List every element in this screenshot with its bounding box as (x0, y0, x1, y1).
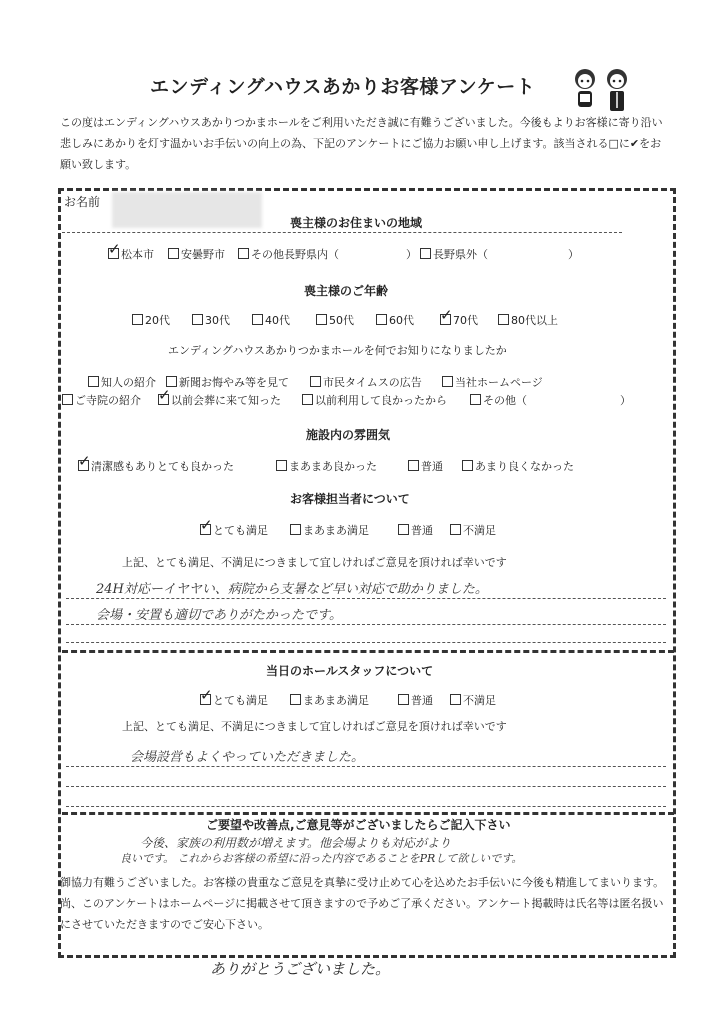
checkbox[interactable] (62, 394, 73, 405)
name-redacted (112, 192, 262, 228)
source-option-friend[interactable]: 知人の紹介 (88, 374, 156, 390)
age-option-60[interactable]: 60代 (376, 312, 414, 328)
hall-staff-option-very-satisfied[interactable]: ✓とても満足 (200, 692, 268, 708)
checkbox[interactable] (276, 460, 287, 471)
staff-option-unsatisfied[interactable]: 不満足 (450, 522, 496, 538)
checkbox[interactable] (290, 524, 301, 535)
atmosphere-option-not-good[interactable]: あまり良くなかった (462, 458, 574, 474)
requests-heading: ご要望や改善点,ご意見等がございましたらご記入下さい (206, 818, 511, 832)
residence-option-matsumoto[interactable]: ✓松本市 (108, 246, 154, 262)
age-option-30[interactable]: 30代 (192, 312, 230, 328)
age-option-40[interactable]: 40代 (252, 312, 290, 328)
hall-staff-option-normal[interactable]: 普通 (398, 692, 433, 708)
hall-staff-comment-rule-2 (66, 786, 666, 787)
checkbox[interactable] (316, 314, 327, 325)
checkbox[interactable] (290, 694, 301, 705)
age-option-50[interactable]: 50代 (316, 312, 354, 328)
staff-option-very-satisfied[interactable]: ✓とても満足 (200, 522, 268, 538)
residence-option-other-nagano[interactable]: その他長野県内（ (238, 246, 339, 262)
checkbox[interactable] (442, 376, 453, 387)
hall-staff-comment-line-1: 会場設営もよくやっていただきました。 (130, 750, 365, 765)
source-option-temple[interactable]: ご寺院の紹介 (62, 392, 141, 408)
atmosphere-option-normal[interactable]: 普通 (408, 458, 443, 474)
checkbox-checked[interactable] (440, 314, 451, 325)
hall-staff-prompt: 上記、とても満足、不満足につきまして宜しければご意見を頂ければ幸いです (122, 720, 507, 733)
checkbox-checked[interactable] (200, 694, 211, 705)
checkbox[interactable] (408, 460, 419, 471)
residence-option-outside[interactable]: 長野県外（ (420, 246, 488, 262)
hall-staff-option-fairly-satisfied[interactable]: まあまあ満足 (290, 692, 369, 708)
checkbox[interactable] (498, 314, 509, 325)
staff-illustration (568, 64, 638, 114)
residence-close-paren-1: ） (406, 248, 417, 261)
age-heading: 喪主様のご年齢 (304, 284, 389, 298)
atmosphere-option-fair[interactable]: まあまあ良かった (276, 458, 377, 474)
checkbox-checked[interactable] (108, 248, 119, 259)
residence-close-paren-2: ） (568, 248, 579, 261)
source-close-paren: ） (620, 394, 631, 407)
staff-comment-line-2: 会場・安置も適切でありがたかったです。 (96, 608, 342, 623)
staff-comment-rule-3 (66, 642, 666, 643)
checkbox[interactable] (450, 524, 461, 535)
checkbox[interactable] (252, 314, 263, 325)
age-option-70[interactable]: ✓ 70代 (440, 312, 478, 328)
source-heading: エンディングハウスあかりつかまホールを何でお知りになりましたか (168, 344, 507, 357)
age-option-80plus[interactable]: 80代以上 (498, 312, 558, 328)
requests-comment-line-2: 良いです。 これからお客様の希望に沿った内容であることをPRして欲しいです。 (120, 852, 523, 865)
checkbox[interactable] (420, 248, 431, 259)
staff-comment-rule-2 (66, 624, 666, 625)
hall-staff-option-unsatisfied[interactable]: 不満足 (450, 692, 496, 708)
source-option-times-ad[interactable]: 市民タイムスの広告 (310, 374, 422, 390)
checkbox[interactable] (192, 314, 203, 325)
section-divider-1 (62, 650, 674, 653)
staff-option-normal[interactable]: 普通 (398, 522, 433, 538)
residence-heading: 喪主様のお住まいの地域 (290, 216, 423, 230)
checkbox[interactable] (398, 524, 409, 535)
staff-comment-rule-1 (66, 598, 666, 599)
checkbox[interactable] (450, 694, 461, 705)
intro-text: この度はエンディングハウスあかりつかまホールをご利用いただき誠に有難うございました。今後もよりお客様に寄り沿い悲しみにあかりを灯す温かいお手伝いの向上の為、下記のアンケートにご協力お願い申し上げます。該当される□に✔をお願い致します。 (60, 116, 663, 171)
handwritten-thanks: ありがとうございました。 (210, 960, 391, 978)
source-option-newspaper[interactable]: 新聞お悔やみ等を見て (166, 374, 289, 390)
source-option-homepage[interactable]: 当社ホームページ (442, 374, 543, 390)
name-underline (62, 232, 622, 233)
checkbox-checked[interactable] (200, 524, 211, 535)
page-title: エンディングハウスあかりお客様アンケート (150, 76, 536, 98)
checkbox[interactable] (310, 376, 321, 387)
footer-text: 御協力有難うございました。お客様の貴重なご意見を真摯に受け止めて心を込めたお手伝いに今後も精進してまいります。尚、このアンケートはホームページに掲載させて頂きますので予めご了承ください。アンケート掲載時は氏名等は匿名扱いにさせていただきますのでご安心下さい。 (60, 876, 665, 931)
requests-comment-line-1: 今後、家族の利用数が増えます。他会場よりも対応がより (140, 836, 452, 850)
name-label: お名前 (64, 195, 101, 209)
section-divider-2 (62, 812, 674, 815)
checkbox-checked[interactable] (158, 394, 169, 405)
staff-heading: お客様担当者について (290, 492, 410, 506)
hall-staff-comment-rule-1 (66, 766, 666, 767)
source-option-other[interactable]: その他（ (470, 392, 527, 408)
hall-staff-heading: 当日のホールスタッフについて (266, 664, 434, 678)
checkbox[interactable] (398, 694, 409, 705)
source-option-past-use[interactable]: 以前利用して良かったから (302, 392, 447, 408)
staff-option-fairly-satisfied[interactable]: まあまあ満足 (290, 522, 369, 538)
residence-option-azumino[interactable]: 安曇野市 (168, 246, 225, 262)
age-option-20[interactable]: 20代 (132, 312, 170, 328)
staff-comment-line-1: 24H対応ーイヤヤい、病院から支暑など早い対応で助かりました。 (96, 582, 488, 597)
checkbox[interactable] (470, 394, 481, 405)
hall-staff-comment-rule-3 (66, 806, 666, 807)
source-option-past-attendance[interactable]: ✓ 以前会葬に来て知った (158, 392, 281, 408)
atmosphere-heading: 施設内の雰囲気 (306, 428, 391, 442)
checkbox[interactable] (376, 314, 387, 325)
checkbox[interactable] (302, 394, 313, 405)
checkbox[interactable] (88, 376, 99, 387)
staff-prompt: 上記、とても満足、不満足につきまして宜しければご意見を頂ければ幸いです (122, 556, 507, 569)
checkbox-checked[interactable] (78, 460, 89, 471)
checkbox[interactable] (462, 460, 473, 471)
atmosphere-option-very-good[interactable]: ✓清潔感もありとても良かった (78, 458, 234, 474)
checkbox[interactable] (168, 248, 179, 259)
checkbox[interactable] (132, 314, 143, 325)
checkbox[interactable] (238, 248, 249, 259)
